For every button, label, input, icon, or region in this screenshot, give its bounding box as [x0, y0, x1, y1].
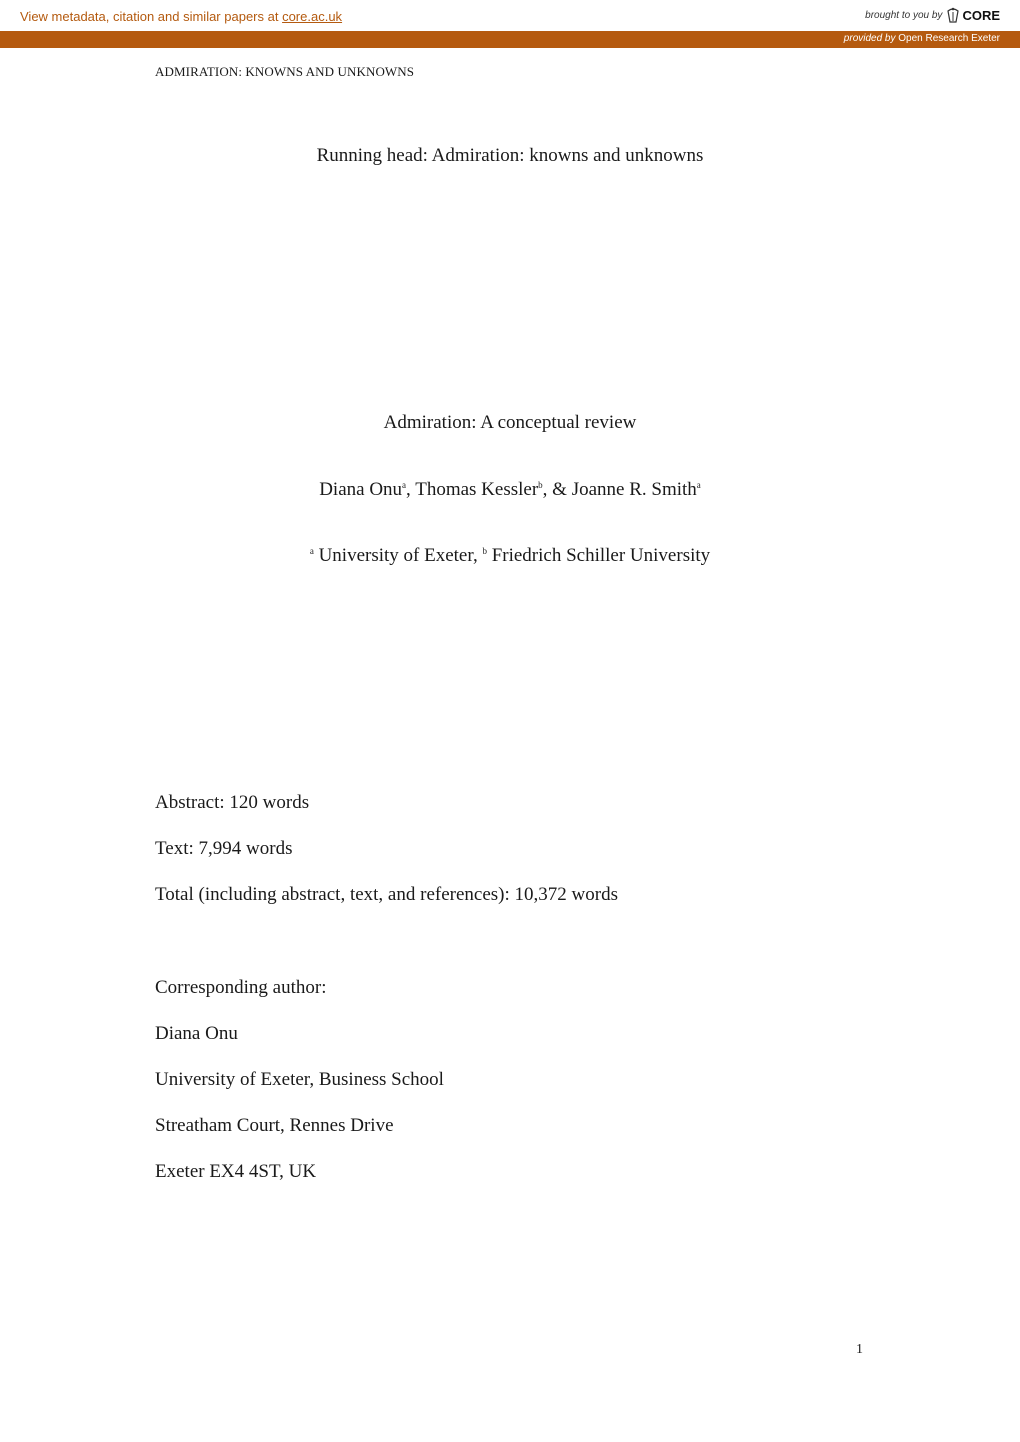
running-head: Running head: Admiration: knowns and unknowns [316, 145, 704, 166]
affil-name: University of Exeter [318, 545, 473, 566]
author-name: Diana Onu [319, 479, 403, 500]
corresponding-institution: University of Exeter, Business School [155, 1069, 444, 1090]
provider-name[interactable]: Open Research Exeter [898, 33, 1000, 44]
corresponding-author-name: Diana Onu [155, 1023, 238, 1044]
total-word-count: Total (including abstract, text, and references): 10,372 words [155, 884, 618, 905]
corresponding-street: Streatham Court, Rennes Drive [155, 1115, 394, 1136]
abstract-word-count: Abstract: 120 words [155, 792, 310, 813]
author-affil-mark: b [538, 480, 543, 490]
author-separator: , [406, 479, 416, 500]
affil-name: Friedrich Schiller University [491, 545, 711, 566]
affiliation-list [0, 545, 1020, 567]
page-header: ADMIRATION: KNOWNS AND UNKNOWNS [155, 64, 415, 79]
core-logo-icon [946, 6, 960, 24]
author-name: Thomas Kessler [415, 479, 539, 500]
core-banner [0, 0, 1020, 30]
author-affil-mark: a [402, 480, 407, 490]
provided-by-label: provided by [843, 33, 896, 44]
text-word-count: Text: 7,994 words [155, 838, 293, 859]
paper-title: Admiration: A conceptual review [383, 412, 637, 433]
author-list [0, 479, 1020, 501]
metadata-prefix: View metadata, citation and similar papers at [20, 9, 279, 24]
provider-line [844, 33, 1000, 44]
corresponding-author-label: Corresponding author: [155, 977, 327, 998]
core-provider-bar [0, 31, 1020, 48]
author-affil-mark: a [696, 480, 701, 490]
affil-mark: a [309, 546, 314, 556]
core-logo-text[interactable]: CORE [962, 7, 1000, 23]
corresponding-city: Exeter EX4 4ST, UK [155, 1161, 317, 1182]
affil-mark: b [482, 546, 487, 556]
core-link[interactable]: core.ac.uk [282, 9, 343, 24]
brought-by-label: brought to you by [865, 9, 943, 21]
author-name: Joanne R. Smith [571, 479, 697, 500]
author-separator: , & [542, 479, 572, 500]
core-metadata-line [20, 9, 342, 24]
page-number: 1 [856, 1342, 863, 1357]
core-brought-by [865, 6, 1000, 24]
affil-separator: , [472, 545, 483, 566]
